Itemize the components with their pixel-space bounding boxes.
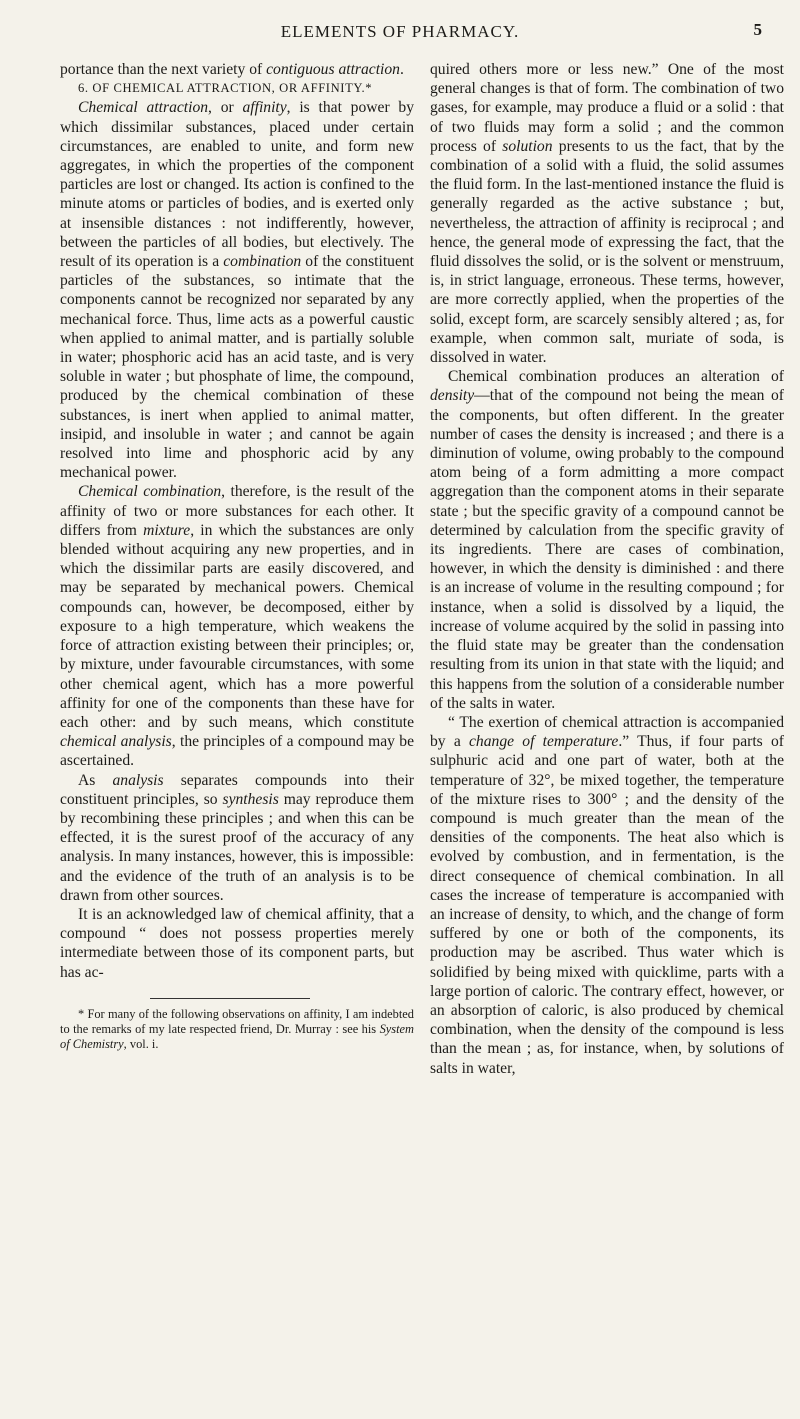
running-head: ELEMENTS OF PHARMACY.	[280, 22, 520, 41]
left-column	[60, 60, 414, 1052]
section-heading: 6. OF CHEMICAL ATTRACTION, OR AFFINITY.*	[78, 81, 373, 96]
footnote-divider	[150, 998, 310, 999]
footnote: * For many of the following observations on affinity, I am indebted to the remarks of my late respected friend, Dr. Murray : see his System of Chemistry, vol. i.	[60, 1006, 414, 1051]
paragraph: Chemical attraction, or affinity, is that power by which dissimilar substances, placed under certain circumstances, are enabled to unite, and form new aggregates, in which the properties of the component particles are lost or changed. Its action is confined to the minute atoms or particles of bodies, and is exerted only at insensible distances : not indifferently, however, between the particles of all bodies, but electively. The result of its operation is a combination of the constituent particles of the substances, so intimate that the components cannot be recognized nor separated by any mechanical force. Thus, lime acts as a powerful caustic when applied to animal matter, and is partially soluble in water; phosphoric acid has an acid taste, and is very soluble in water ; but phosphate of lime, the compound, produced by the chemical combination of these substances, is inert when applied to animal matter, insipid, and insoluble in water ; and cannot be again resolved into lime and phosphoric acid by any mechanical power.	[60, 99, 415, 482]
paragraph: It is an acknowledged law of chemical affinity, that a compound “ does not possess properties merely intermediate between those of its component parts, but has ac-	[60, 905, 414, 981]
right-column	[430, 60, 784, 1078]
paragraph: Chemical combination, therefore, is the result of the affinity of two or more substances for each other. It differs from mixture, in which the substances are only blended without acquiring any new properties, and in which the dissimilar parts are easily discovered, and may be separated by mechanical powers. Chemical compounds can, however, be decomposed, either by exposure to a high temperature, which weakens the force of attraction existing between their principles; or, by mixture, under favourable circumstances, with some other chemical agent, which has a more powerful affinity for one of the components than these have for each other: and by such means, which constitute chemical analysis, the principles of a compound may be ascertained.	[60, 483, 415, 770]
paragraph: As analysis separates compounds into their constituent principles, so synthesis may reproduce them by recombining these principles ; and when this can be effected, it is the surest proof of the accuracy of any analysis. In many instances, however, this is impossible: and the evidence of the truth of an analysis is to be drawn from other sources.	[60, 771, 414, 904]
page-number: 5	[753, 20, 762, 39]
paragraph: Chemical combination produces an alteration of density—that of the compound not being the mean of the components, but often different. In the greater number of cases the density is increased ; and there is a diminution of volume, owing probably to the compound atom being of a form admitting a more compact aggregation than the component atoms in their separate state ; but the specific gravity of a compound cannot be determined by calculation from the specific gravity of its ingredients. There are cases of combination, however, in which the density is diminished : and there is an increase of volume in the resulting compound ; for instance, when a solid is dissolved by a liquid, the increase of volume acquired by the solid in passing into the fluid state may be greater than the condensation resulting from its union in that state with the liquid; and this happens from the solution of a considerable number of the salts in water.	[430, 368, 784, 712]
paragraph: portance than the next variety of contiguous attraction.	[60, 61, 404, 78]
paragraph: “ The exertion of chemical attraction is accompanied by a change of temperature.” Thus, if four parts of sulphuric acid and one part of water, both at the temperature of 32°, be mixed together, the temperature of the mixture rises to 300° ; and the density of the compound is much greater than the mean of the densities of the components. The heat also which is evolved by combustion, and in fermentation, is the direct consequence of chemical combination. In all cases the increase of temperature is accompanied with an increase of density, to which, and the change of form suffered by one or both of the components, its production may be ascribed. Thus water which is solidified by being mixed with quicklime, parts with a large portion of caloric. The contrary effect, however, or an absorption of caloric, is also produced by chemical combination, when the density of the compound is less than the mean ; as, for instance, when, by solutions of salts in water,	[430, 713, 784, 1077]
paragraph: quired others more or less new.” One of the most general changes is that of form. The combination of two gases, for example, may produce a fluid or a solid : that of two fluids may form a solid ; and the common process of solution presents to us the fact, that by the combination of a solid with a fluid, the solid assumes the fluid form. In the last-mentioned instance the fluid is generally regarded as the active substance ; but, nevertheless, the attraction of affinity is reciprocal ; and hence, the general mode of expressing the fact, that the fluid dissolves the solid, or is the solvent or menstruum, is, in strict language, erroneous. These terms, however, are more correctly applied, when the properties of the solid, except form, are scarcely sensibly altered ; as, for example, when common salt, muriate of soda, is dissolved in water.	[430, 61, 784, 367]
